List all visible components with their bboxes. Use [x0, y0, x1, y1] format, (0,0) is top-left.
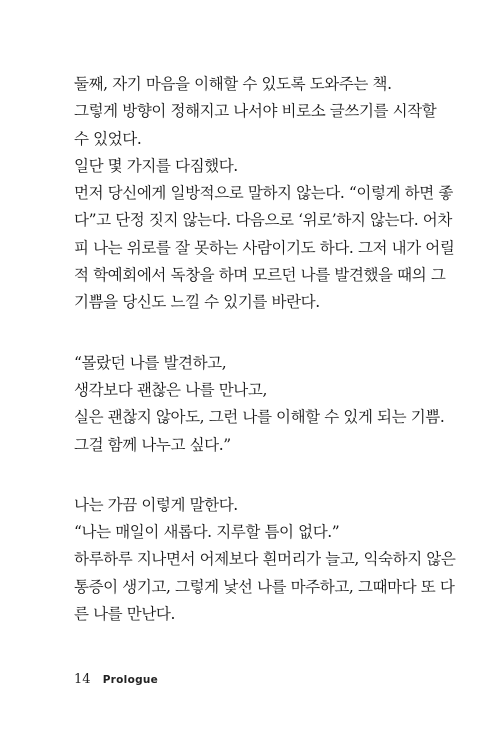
text-line: 피 나는 위로를 잘 못하는 사람이기도 하다. 그저 내가 어릴	[74, 238, 455, 257]
quote-block	[74, 350, 445, 459]
section-title: Prologue	[102, 674, 159, 686]
text-line: 적 학예회에서 독창을 하며 모르던 나를 발견했을 때의 그	[74, 266, 446, 285]
text-line: 먼저 당신에게 일방적으로 말하지 않는다. “이렇게 하면 좋	[74, 184, 453, 203]
text-line: “나는 매일이 새롭다. 지루할 틈이 없다.”	[74, 523, 340, 542]
text-line: 둘째, 자기 마음을 이해할 수 있도록 도와주는 책.	[74, 75, 392, 93]
paragraph-2	[74, 153, 434, 180]
paragraph-3	[74, 180, 455, 316]
text-line: 다”고 단정 짓지 않는다. 다음으로 ‘위로’하지 않는다. 어차	[74, 211, 452, 230]
text-line: 일단 몇 가지를 다짐했다.	[74, 156, 238, 175]
text-line: 그렇게 방향이 정해지고 나서야 비로소 글쓰기를 시작할	[74, 102, 437, 121]
text-line: 하루하루 지나면서 어제보다 흰머리가 늘고, 익숙하지 않은	[74, 550, 456, 569]
paragraph-1	[74, 71, 437, 153]
paragraph-spacer	[74, 317, 434, 350]
page-footer	[74, 672, 158, 687]
text-line: 생각보다 괜찮은 나를 만나고,	[74, 380, 267, 399]
text-line: 나는 가끔 이렇게 말한다.	[74, 495, 238, 514]
text-line: 통증이 생기고, 그렇게 낯선 나를 마주하고, 그때마다 또 다	[74, 577, 455, 596]
text-line: 그걸 함께 나누고 싶다.”	[74, 435, 231, 454]
page-body	[74, 71, 456, 628]
text-line: 실은 괜찮지 않아도, 그런 나를 이해할 수 있게 되는 기쁨.	[74, 408, 445, 427]
paragraph-5	[74, 492, 456, 628]
text-line: “몰랐던 나를 발견하고,	[74, 353, 227, 372]
text-line: 른 나를 만난다.	[74, 605, 176, 624]
page-number: 14	[74, 672, 91, 687]
paragraph-spacer	[74, 459, 434, 492]
text-line: 기쁨을 당신도 느낄 수 있기를 바란다.	[74, 293, 320, 312]
text-line: 수 있었다.	[74, 129, 142, 148]
